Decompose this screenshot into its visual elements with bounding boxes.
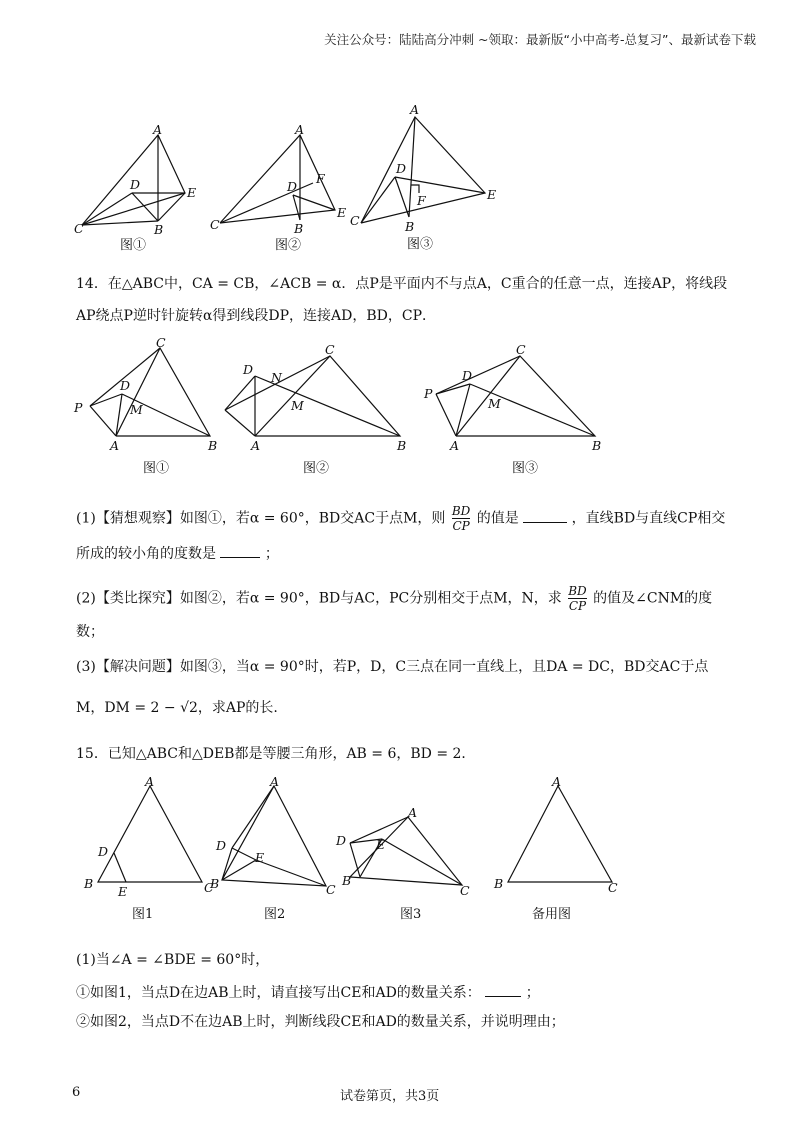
svg-text:D: D: [287, 179, 298, 194]
svg-text:F: F: [417, 193, 426, 208]
fraction-numerator: BD: [568, 584, 587, 598]
q15-part1-sub1-text: ①如图1，当点D在边AB上时，请直接写出CE和AD的数量关系：: [76, 985, 481, 1001]
svg-text:A: A: [153, 122, 163, 137]
q14-part3-line2: M，DM = 2 − √2，求AP的长.: [76, 700, 278, 716]
svg-text:C: C: [325, 342, 335, 357]
q15-caption-1: 图1: [132, 907, 154, 922]
answer-blank[interactable]: [523, 522, 567, 523]
q14-part1-angle-text: 所成的较小角的度数是: [76, 546, 216, 562]
svg-text:D: D: [462, 368, 473, 383]
svg-text:P: P: [74, 400, 83, 415]
svg-text:B: B: [294, 221, 304, 236]
svg-text:D: D: [216, 838, 227, 853]
svg-text:E: E: [376, 837, 386, 852]
svg-text:C: C: [350, 213, 360, 228]
q14-part1: [76, 504, 725, 533]
svg-text:M: M: [130, 402, 143, 417]
page-number: 6: [72, 1085, 81, 1100]
q13-caption-1: 图①: [120, 238, 147, 253]
q15-caption-2: 图2: [264, 907, 286, 922]
q15-figure-1: [80, 774, 215, 923]
svg-text:D: D: [336, 833, 347, 848]
q13-figure-3: [345, 102, 505, 252]
svg-text:A: A: [450, 438, 460, 453]
page-footer: 试卷第页，共3页: [340, 1089, 440, 1104]
svg-text:E: E: [118, 884, 128, 899]
q14-part3: (3)【解决问题】如图③，当α = 90°时，若P，D，C三点在同一直线上，且DA = DC，BD交AC于点: [76, 659, 709, 675]
svg-text:A: A: [270, 774, 280, 789]
q13-figure-1: [70, 122, 200, 253]
q14-part2-line2: 数；: [76, 624, 104, 640]
q14-part2-tail: 的值及∠CNM的度: [593, 590, 713, 607]
svg-text:B: B: [154, 222, 164, 237]
svg-text:A: A: [295, 122, 305, 137]
q15-figure-3: [330, 805, 480, 920]
svg-text:B: B: [592, 438, 602, 453]
q15-part1-sub1-end: ；: [525, 985, 540, 1001]
q15-stem: 15．已知△ABC和△DEB都是等腰三角形，AB = 6，BD = 2．: [76, 746, 476, 762]
svg-text:A: A: [552, 774, 562, 789]
svg-text:C: C: [210, 217, 220, 232]
svg-text:D: D: [130, 177, 141, 192]
svg-text:M: M: [488, 396, 501, 411]
svg-text:D: D: [396, 161, 407, 176]
q14-part1-line2: [76, 544, 279, 564]
q15-part1: (1)当∠A = ∠BDE = 60°时，: [76, 952, 270, 968]
page-header: 关注公众号：陆陆高分冲刺 ~领取：最新版“小中高考-总复习”、最新试卷下载: [324, 32, 756, 47]
q14-part1-value-text: 的值是: [476, 510, 519, 527]
q14-caption-2: 图②: [303, 461, 330, 476]
q15-part1-sub2: ②如图2，当点D不在边AB上时，判断线段CE和AD的数量关系，并说明理由；: [76, 1014, 565, 1030]
svg-text:A: A: [110, 438, 120, 453]
q14-figure-1: [70, 335, 225, 478]
q14-part1-text: (1)【猜想观察】如图①，若α = 60°，BD交AC于点M，则: [76, 510, 446, 527]
svg-text:C: C: [74, 221, 84, 236]
svg-text:C: C: [516, 342, 526, 357]
fraction-denominator: CP: [452, 519, 470, 533]
fraction-denominator: CP: [568, 599, 587, 613]
q13-caption-2: 图②: [275, 238, 302, 253]
svg-text:E: E: [255, 850, 265, 865]
svg-text:M: M: [291, 398, 304, 413]
svg-text:A: A: [408, 805, 418, 820]
svg-text:F: F: [316, 171, 325, 186]
q14-part1-tail: ，直线BD与直线CP相交: [571, 510, 726, 527]
q13-figure-2: [205, 122, 347, 253]
fraction: [568, 584, 586, 613]
q15-figure-spare: [490, 774, 620, 923]
q15-caption-4: 备用图: [532, 907, 572, 922]
svg-text:B: B: [397, 438, 407, 453]
q14-figure-3: [420, 338, 610, 478]
answer-blank[interactable]: [485, 996, 521, 997]
svg-text:A: A: [145, 774, 155, 789]
q14-part2: [76, 584, 712, 613]
q14-stem-line2: AP绕点P逆时针旋转α得到线段DP，连接AD，BD，CP．: [76, 308, 437, 324]
svg-text:B: B: [208, 438, 218, 453]
q15-caption-3: 图3: [400, 907, 422, 922]
svg-text:D: D: [243, 362, 254, 377]
fraction-numerator: BD: [451, 504, 471, 518]
q14-caption-1: 图①: [143, 461, 170, 476]
svg-text:C: C: [326, 882, 336, 897]
q13-caption-3: 图③: [407, 237, 434, 252]
svg-text:B: B: [342, 873, 352, 888]
svg-text:E: E: [187, 185, 197, 200]
svg-text:A: A: [251, 438, 261, 453]
svg-text:C: C: [156, 335, 166, 350]
svg-text:B: B: [405, 219, 415, 234]
q15-figure-2: [210, 774, 340, 923]
svg-text:B: B: [210, 876, 220, 891]
answer-blank[interactable]: [220, 557, 260, 558]
q14-part1-end: ；: [264, 546, 279, 562]
svg-text:E: E: [487, 187, 497, 202]
svg-text:B: B: [84, 876, 94, 891]
svg-text:C: C: [460, 883, 470, 898]
svg-text:C: C: [204, 880, 214, 895]
svg-text:A: A: [410, 102, 420, 117]
q14-figure-2: [215, 338, 410, 478]
svg-text:D: D: [120, 378, 131, 393]
svg-text:C: C: [608, 880, 618, 895]
svg-text:E: E: [337, 205, 347, 220]
q15-part1-sub1: [76, 983, 540, 1003]
svg-text:P: P: [424, 386, 433, 401]
svg-text:N: N: [271, 370, 282, 385]
fraction: [452, 504, 470, 533]
q14-caption-3: 图③: [512, 461, 539, 476]
svg-text:D: D: [98, 844, 109, 859]
q14-stem-line1: 14．在△ABC中，CA = CB，∠ACB = α．点P是平面内不与点A，C重合的任意一点，连接AP，将线段: [76, 276, 728, 292]
svg-text:B: B: [494, 876, 504, 891]
q14-part2-text: (2)【类比探究】如图②，若α = 90°，BD与AC，PC分别相交于点M，N，求: [76, 590, 562, 607]
